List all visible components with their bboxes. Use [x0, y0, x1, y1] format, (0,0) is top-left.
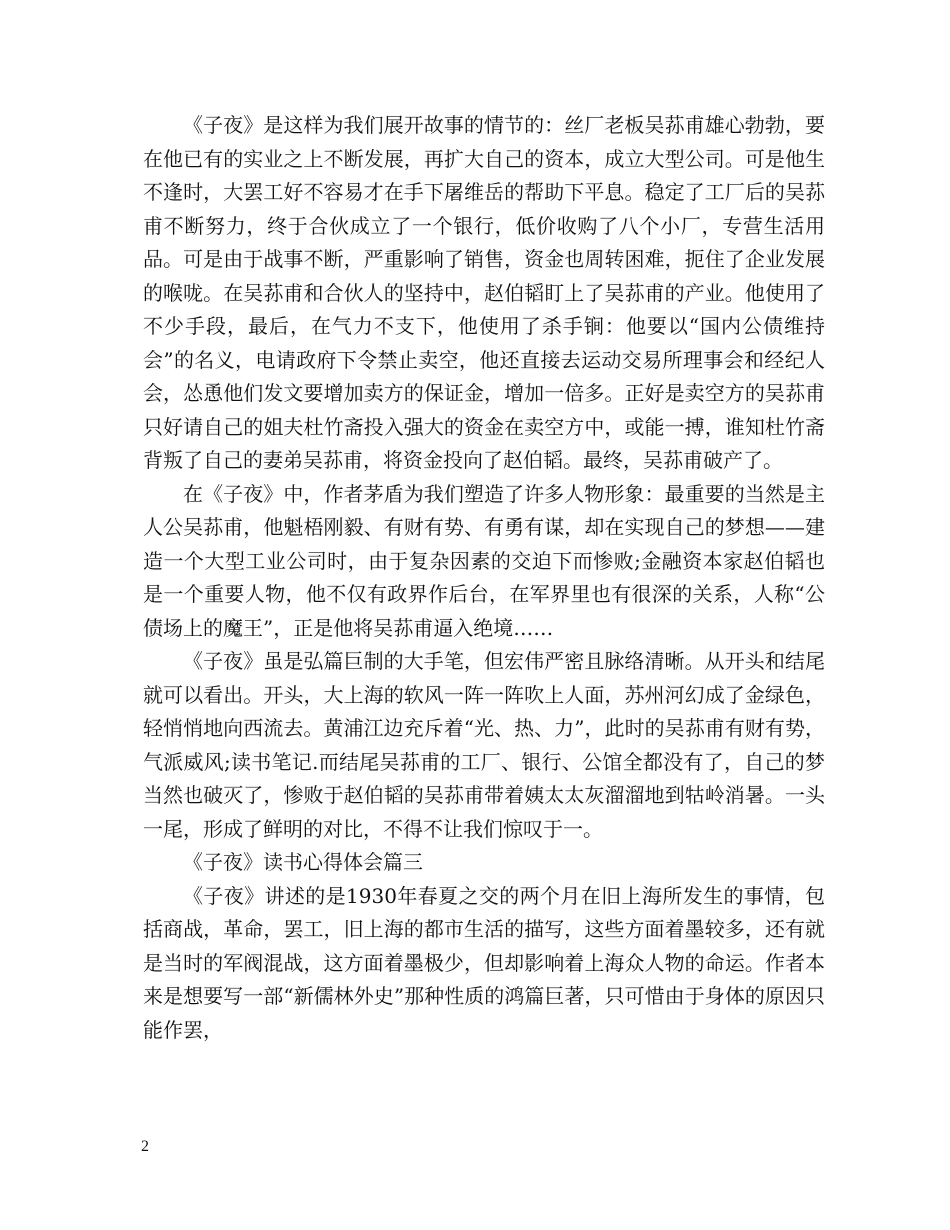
paragraph-characters: 在《子夜》中，作者茅盾为我们塑造了许多人物形象：最重要的当然是主人公吴荪甫，他魁梧刚毅、有财有势、有勇有谋，却在实现自己的梦想——建造一个大型工业公司时，由于复杂因素的交迫下而惨败;金融资本家赵伯韬也是一个重要人物，他不仅有政界作后台，在军界里也有很深的关系，人称“公债场上的魔王”，正是他将吴荪甫逼入绝境……	[143, 481, 825, 640]
section-heading: 《子夜》读书心得体会篇三	[183, 850, 423, 874]
document-body	[143, 109, 825, 1047]
paragraph-summary: 《子夜》讲述的是1930年春夏之交的两个月在旧上海所发生的事情，包括商战，革命，罢工，旧上海的都市生活的描写，这些方面着墨较多，还有就是当时的军阀混战，这方面着墨极少，但却影响着上海众人物的命运。作者本来是想要写一部“新儒林外史”那种性质的鸿篇巨著，只可惜由于身体的原因只能作罢，	[143, 883, 825, 1042]
paragraph-structure: 《子夜》虽是弘篇巨制的大手笔，但宏伟严密且脉络清晰。从开头和结尾就可以看出。开头，大上海的软风一阵一阵吹上人面，苏州河幻成了金绿色，轻悄悄地向西流去。黄浦江边充斥着“光、热、力”，此时的吴荪甫有财有势，气派威风;读书笔记.而结尾吴荪甫的工厂、银行、公馆全都没有了，自己的梦当然也破灭了，惨败于赵伯韬的吴荪甫带着姨太太灰溜溜地到牯岭消暑。一头一尾，形成了鲜明的对比，不得不让我们惊叹于一。	[143, 649, 825, 841]
page-number: 2	[141, 1138, 149, 1155]
paragraph-plot: 《子夜》是这样为我们展开故事的情节的：丝厂老板吴荪甫雄心勃勃，要在他已有的实业之上不断发展，再扩大自己的资本，成立大型公司。可是他生不逢时，大罢工好不容易才在手下屠维岳的帮助下平息。稳定了工厂后的吴荪甫不断努力，终于合伙成立了一个银行，低价收购了八个小厂，专营生活用品。可是由于战事不断，严重影响了销售，资金也周转困难，扼住了企业发展的喉咙。在吴荪甫和合伙人的坚持中，赵伯韬盯上了吴荪甫的产业。他使用了不少手段，最后，在气力不支下，他使用了杀手锏：他要以“国内公债维持会”的名义，电请政府下令禁止卖空，他还直接去运动交易所理事会和经纪人会，怂恿他们发文要增加卖方的保证金，增加一倍多。正好是卖空方的吴荪甫只好请自己的姐夫杜竹斋投入强大的资金在卖空方中，或能一搏，谁知杜竹斋背叛了自己的妻弟吴荪甫，将资金投向了赵伯韬。最终，吴荪甫破产了。	[143, 113, 825, 472]
